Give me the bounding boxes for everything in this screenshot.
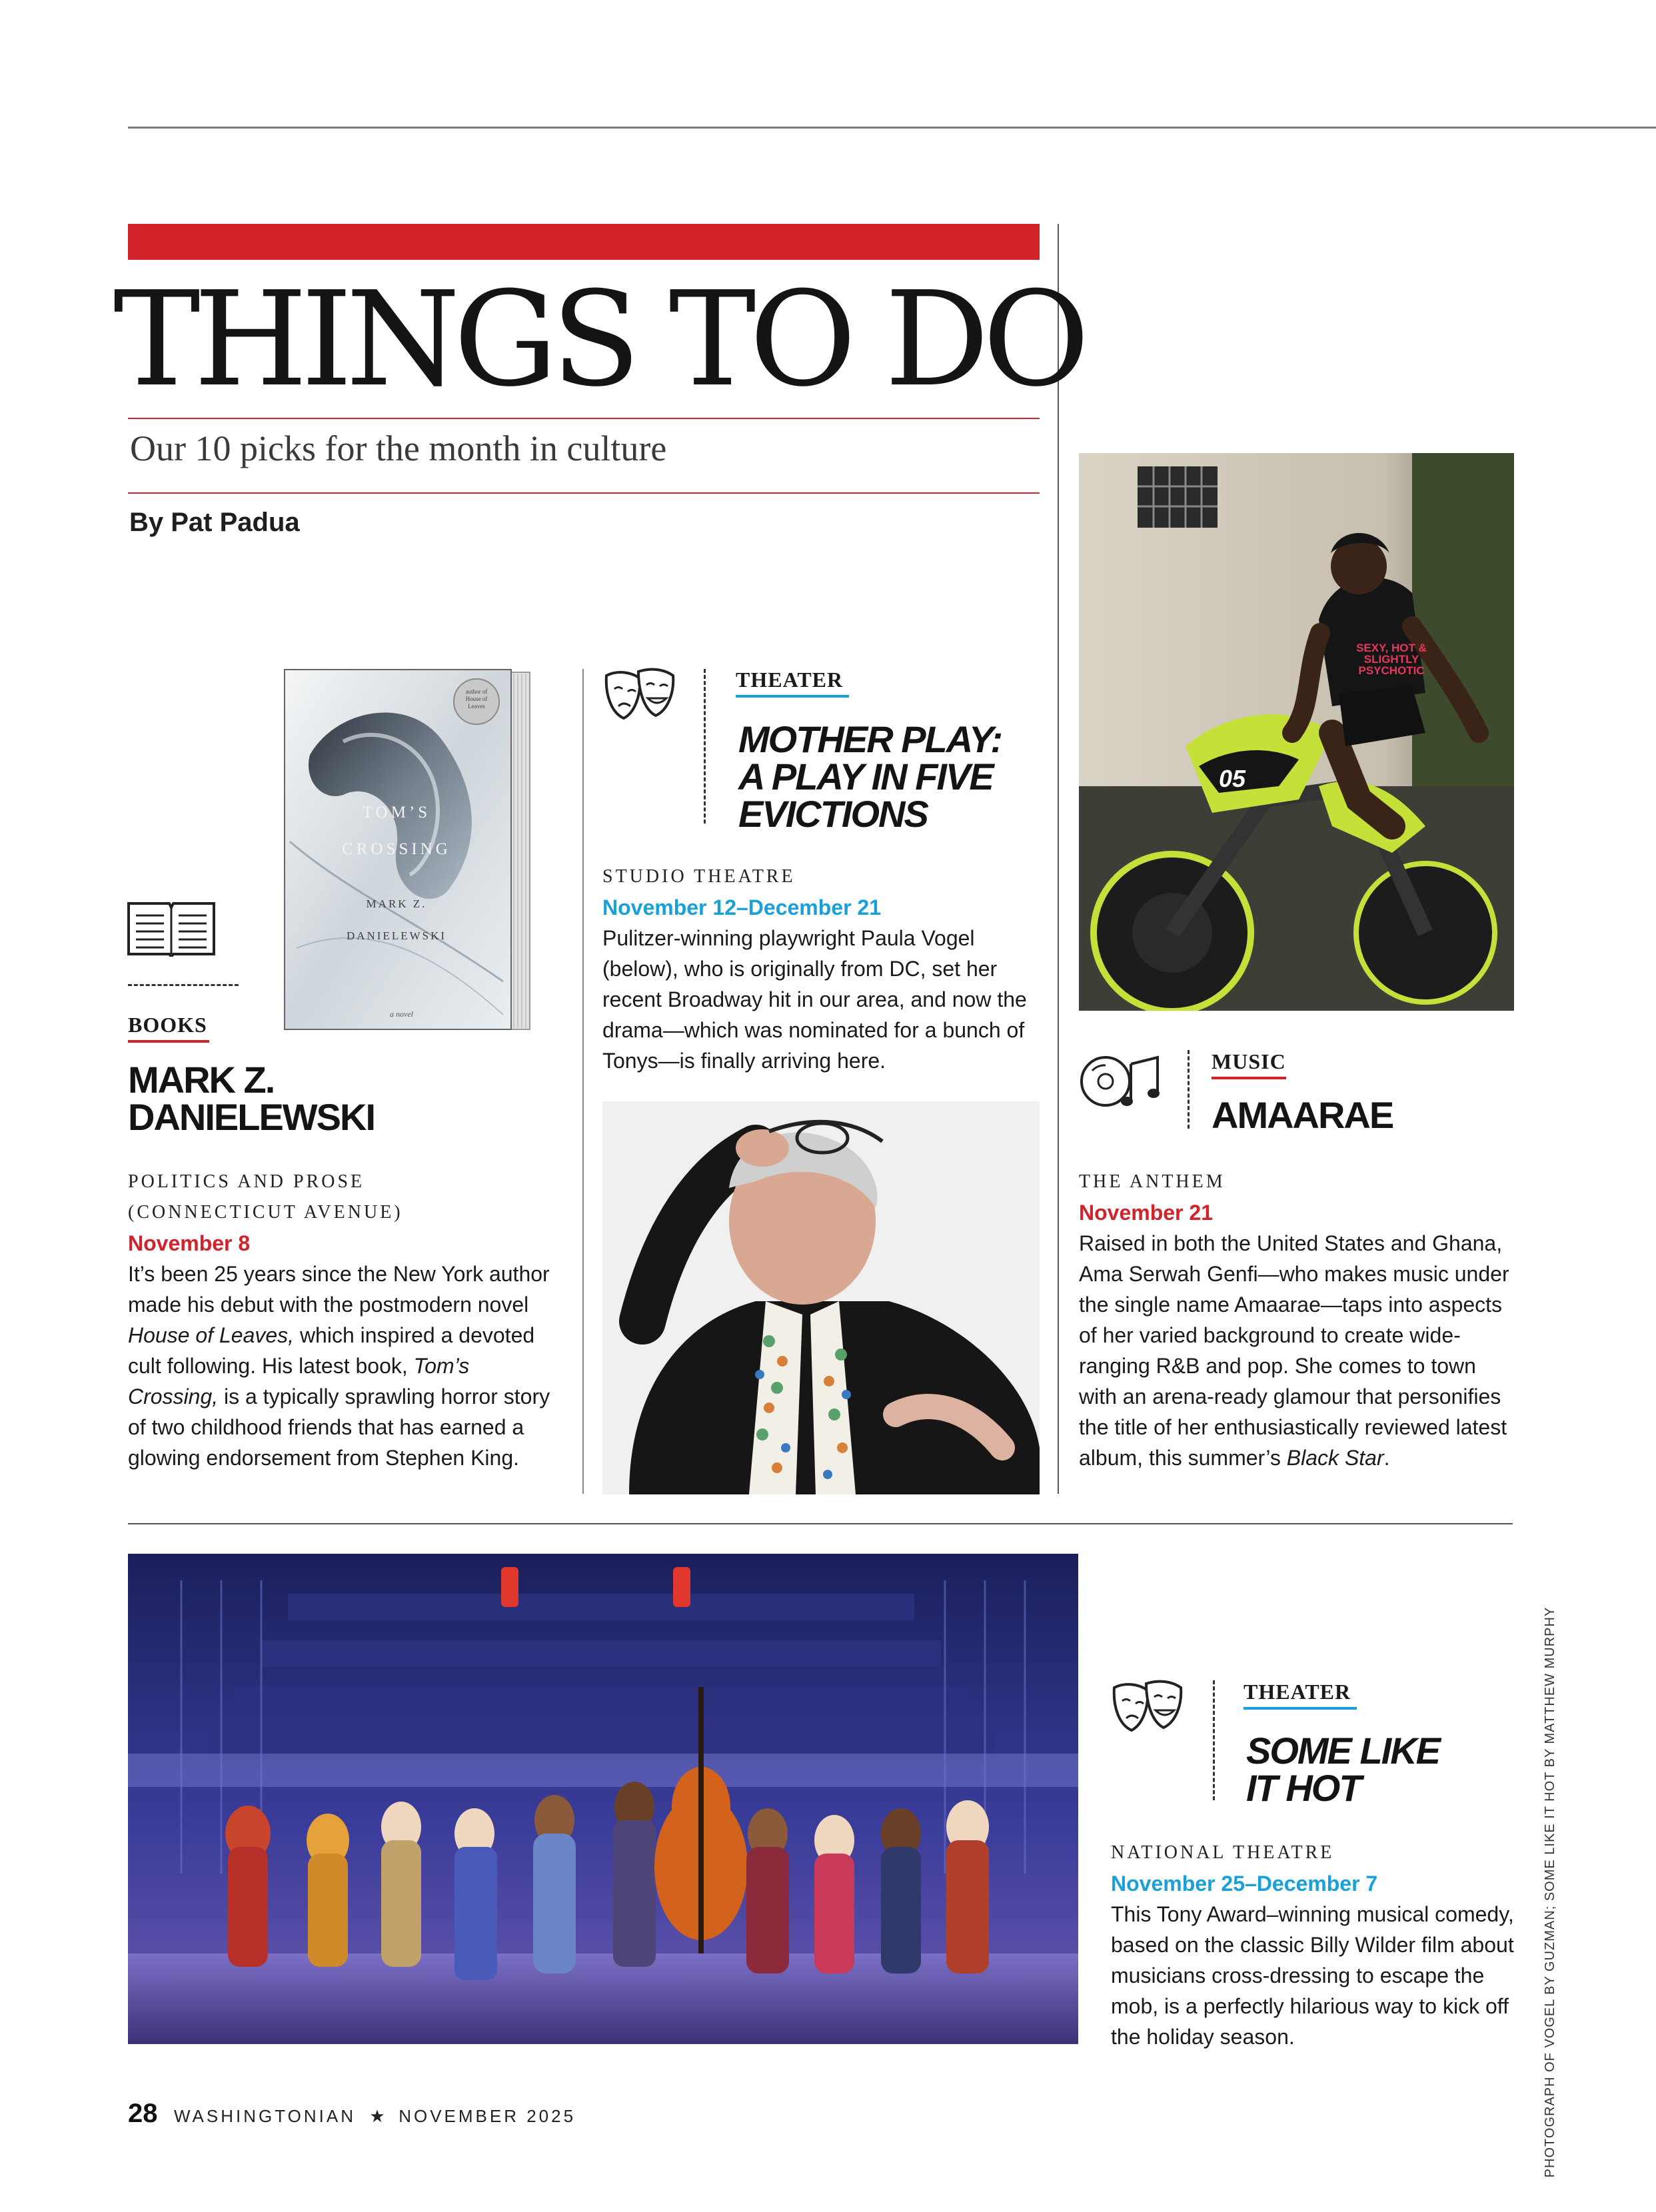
- music-dash-rule: [1188, 1050, 1190, 1129]
- some-like-it-hot-headline-2: IT HOT: [1246, 1767, 1361, 1809]
- book-cover-title-1: TOM’S: [362, 804, 431, 822]
- music-category: [1212, 1049, 1286, 1079]
- theater-category: [736, 668, 843, 698]
- title-rule-bottom: [128, 492, 1040, 494]
- theater-category-underline: [736, 695, 849, 698]
- books-venue-2: (CONNECTICUT AVENUE): [128, 1202, 403, 1223]
- theater-masks-icon: [604, 666, 677, 734]
- some-like-it-hot-photo: [128, 1554, 1078, 2044]
- page-number: 28: [128, 2099, 158, 2128]
- issue-date: NOVEMBER 2025: [399, 2106, 576, 2126]
- mother-play-date: November 12–December 21: [602, 895, 882, 919]
- amaarae-photo: [1079, 453, 1514, 1011]
- books-body-text-3: is a typically sprawling horror story of two childhood friends that has earned a glowing endorsement from Stephen King.: [128, 1384, 550, 1470]
- book-cover-author-1: MARK Z.: [366, 897, 427, 910]
- books-body-text-2: which inspired a devoted cult following. His latest book,: [128, 1323, 535, 1378]
- photo-credit: PHOTOGRAPH OF VOGEL BY GUZMAN; SOME LIKE IT HOT BY MATTHEW MURPHY: [1543, 1606, 1557, 2178]
- book-cover-tagline: a novel: [390, 1009, 413, 1019]
- music-notes-icon: [1079, 1047, 1164, 1115]
- page-subtitle: Our 10 picks for the month in culture: [130, 428, 667, 468]
- book-cover-title-2: CROSSING: [342, 840, 451, 858]
- book-cover-image: [283, 668, 535, 1031]
- books-venue-1: POLITICS AND PROSE: [128, 1171, 365, 1192]
- some-like-it-hot-body: This Tony Award–winning musical comedy, based on the classic Billy Wilder film about musicians cross-dressing to escape the mob, is a perfectly hilarious way to kick off the holiday season.: [1111, 1902, 1514, 2049]
- section-divider: [128, 1523, 1513, 1524]
- mother-play-body: Pulitzer-winning playwright Paula Vogel (below), who is originally from DC, set her recent Broadway hit in our area, and now the drama—which was nominated for a bunch of Tonys—is finally arriving here.: [602, 926, 1027, 1073]
- byline: By Pat Padua: [129, 508, 300, 537]
- page-title: THINGS TO DO: [113, 264, 1084, 416]
- amaarae-body-text-1: Raised in both the United States and Ghana, Ama Serwah Genfi—who makes music under the single name Amaarae—taps into aspects of her varied background to create wide-ranging R&B and pop. She comes to town with an arena-ready glamour that personifies the title of her enthusiastically reviewed latest album, this summer’s: [1079, 1231, 1509, 1470]
- page-footer: [128, 2099, 576, 2129]
- books-date: November 8: [128, 1231, 251, 1255]
- amaarae-body-italic: Black Star: [1286, 1446, 1384, 1470]
- column-divider-left: [582, 669, 584, 1494]
- some-like-it-hot-headline: [1246, 1732, 1513, 1807]
- books-body-italic-1: House of Leaves,: [128, 1323, 295, 1347]
- mother-play-headline: [738, 718, 1045, 835]
- music-category-label: MUSIC: [1212, 1049, 1286, 1073]
- books-dash-rule: [128, 984, 239, 986]
- magazine-name: WASHINGTONIAN: [173, 2106, 356, 2126]
- theater-category-label-2: THEATER: [1243, 1680, 1351, 1704]
- amaarae-shirt-text: SEXY, HOT & SLIGHTLY PSYCHOTIC: [1356, 642, 1427, 677]
- star-icon: ★: [369, 2106, 385, 2126]
- book-cover-author-2: DANIELEWSKI: [346, 929, 447, 942]
- theater-category-underline-2: [1243, 1707, 1357, 1710]
- books-category-underline: [128, 1040, 209, 1043]
- amaarae-bike-number: 05: [1219, 765, 1246, 792]
- amaarae-headline: AMAARAE: [1212, 1094, 1393, 1136]
- books-body-italic-2: Tom’s Crossing,: [128, 1354, 470, 1408]
- theater-masks-icon-2: [1112, 1678, 1185, 1746]
- books-headline: MARK Z. DANIELEWSKI: [128, 1059, 375, 1138]
- some-like-it-hot-venue: NATIONAL THEATRE: [1111, 1842, 1335, 1863]
- amaarae-venue: THE ANTHEM: [1079, 1171, 1226, 1192]
- book-cover-sticker: author of House of Leaves: [465, 688, 488, 710]
- books-body-text-1: It’s been 25 years since the New York author made his debut with the postmodern novel: [128, 1262, 550, 1317]
- amaarae-date: November 21: [1079, 1201, 1213, 1225]
- theater-dash-rule: [704, 669, 706, 824]
- top-rule: [128, 127, 1656, 129]
- some-like-it-hot-headline-1: SOME LIKE: [1246, 1730, 1440, 1772]
- amaarae-body-text-2: .: [1383, 1446, 1390, 1470]
- book-icon: [127, 898, 216, 960]
- mother-play-headline-2: A PLAY IN FIVE: [738, 756, 993, 798]
- amaarae-body: [1079, 1228, 1519, 1473]
- title-rule-top: [128, 418, 1040, 419]
- theater-dash-rule-2: [1213, 1680, 1215, 1800]
- books-category-label: BOOKS: [128, 1013, 207, 1037]
- mother-play-headline-3: EVICTIONS: [738, 793, 928, 835]
- theater-category-2: [1243, 1680, 1351, 1710]
- some-like-it-hot-date: November 25–December 7: [1111, 1872, 1378, 1896]
- paula-vogel-photo: [602, 1101, 1040, 1494]
- music-category-underline: [1212, 1077, 1286, 1079]
- books-body: [128, 1259, 554, 1473]
- mother-play-headline-1: MOTHER PLAY:: [738, 718, 1002, 760]
- books-category: [128, 1013, 207, 1043]
- section-red-bar: [128, 224, 1040, 260]
- theater-category-label: THEATER: [736, 668, 844, 692]
- mother-play-venue: STUDIO THEATRE: [602, 866, 796, 887]
